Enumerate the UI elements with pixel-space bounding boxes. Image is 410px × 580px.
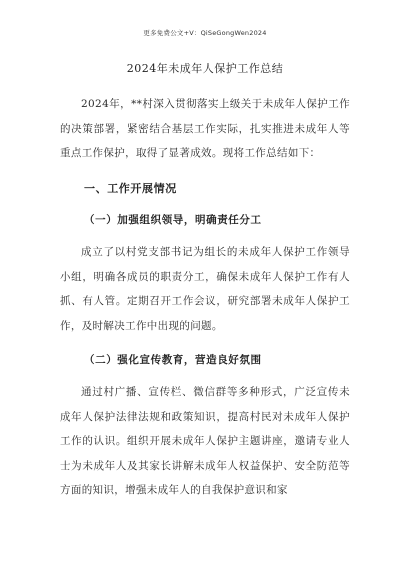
subsection-heading-2: （二）强化宣传教育，营造良好氛围 — [84, 354, 262, 366]
header-note: 更多免费公文+V：QiSeGongWen2024 — [143, 29, 267, 37]
intro-paragraph: 2024年，**村深入贯彻落实上级关于未成年人保护工作的决策部署，紧密结合基层工作实际，扎实推进未成年人等重点工作保护，取得了显著成效。现将工作总结如下： — [60, 98, 350, 159]
subsection-2-body: 通过村广播、宣传栏、微信群等多种形式，广泛宣传未成年人保护法律法规和政策知识，提高村民对未成年人保护工作的认识。组织开展未成年人保护主题讲座，邀请专业人士为未成年人及其家长讲解未成年人权益保护、安全防范等方面的知识，增强未成年人的自我保护意识和家 — [60, 386, 350, 496]
document-title: 2024年未成年人保护工作总结 — [126, 62, 284, 75]
section-heading-1: 一、工作开展情况 — [84, 182, 177, 195]
subsection-1-body: 成立了以村党支部书记为组长的未成年人保护工作领导小组，明确各成员的职责分工，确保未成年人保护工作有人抓、有人管。定期召开工作会议，研究部署未成年人保护工作，及时解决工作中出现的问题。 — [60, 246, 350, 332]
subsection-heading-1: （一）加强组织领导，明确责任分工 — [84, 214, 262, 226]
